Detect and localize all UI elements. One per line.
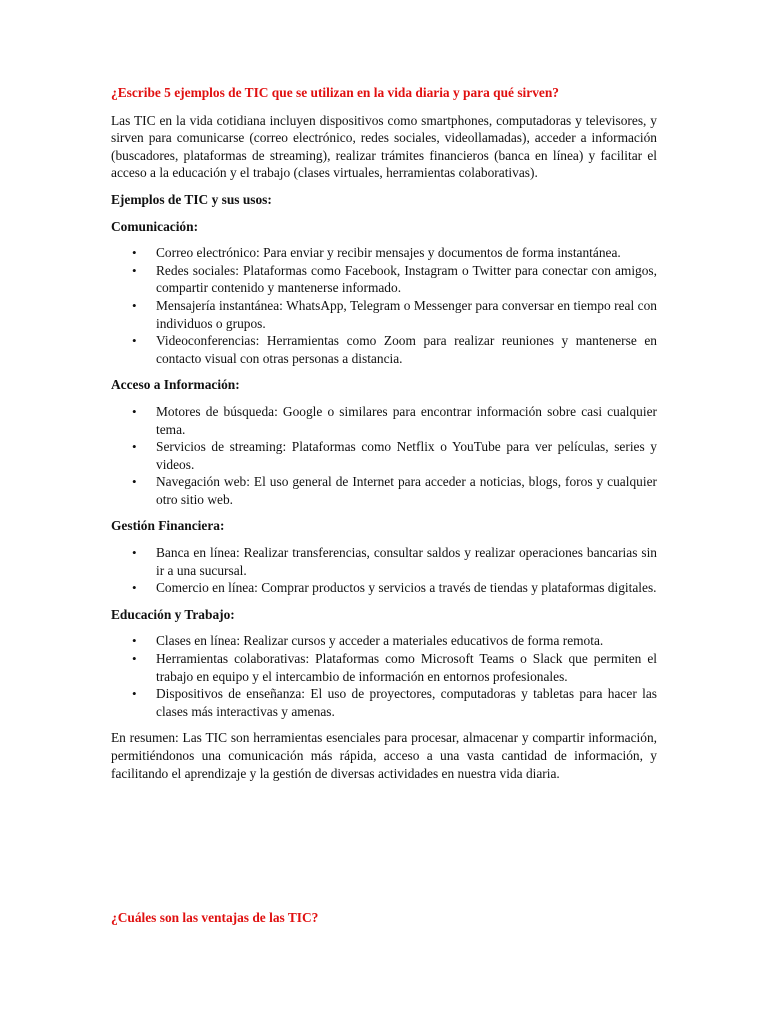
bullet-icon: • [132,474,137,490]
bullet-icon: • [132,403,137,419]
bullet-list [111,632,657,720]
bullet-icon: • [132,439,137,455]
list-item [111,685,657,720]
list-item-text: Servicios de streaming: Plataformas como Netflix o YouTube para ver películas, series y videos. [156,439,657,472]
list-item-text: Motores de búsqueda: Google o similares para encontrar información sobre casi cualquier tema. [156,403,657,437]
examples-heading: Ejemplos de TIC y sus usos: [111,191,272,207]
list-item [111,650,657,685]
list-item [111,297,657,332]
section-heading: Comunicación: [111,218,199,234]
section-comunicacion [111,218,657,368]
section-heading: Acceso a Información: [111,377,240,393]
list-item-text: Dispositivos de enseñanza: El uso de proyectores, computadoras y tabletas para hacer las clases más interactivas y amenas. [156,686,657,719]
list-item-text: Redes sociales: Plataformas como Facebook, Instagram o Twitter para conectar con amigos, compartir contenido y mantenerse informado. [156,262,657,296]
section-acceso-informacion [111,376,657,508]
list-item [111,403,657,438]
question-title-2: ¿Cuáles son las ventajas de las TIC? [111,910,319,925]
bullet-list [111,403,657,509]
list-item-text: Banca en línea: Realizar transferencias, consultar saldos y realizar operaciones bancarias sin ir a una sucursal. [156,545,657,578]
list-item [111,244,657,262]
bullet-icon: • [132,333,137,349]
bullet-icon: • [132,262,137,278]
list-item [111,579,657,597]
bullet-icon: • [132,633,137,649]
bullet-icon: • [132,545,137,561]
list-item [111,473,657,508]
bullet-icon: • [132,686,137,702]
list-item [111,438,657,473]
intro-paragraph: Las TIC en la vida cotidiana incluyen dispositivos como smartphones, computadoras y televisores, y sirven para comunicarse (correo electrónico, redes sociales, videollamadas), acceder a información (buscadores, plataformas de streaming), realizar trámites financieros (banca en línea) y facilitar el acceso a la educación y el trabajo (clases virtuales, herramientas colaborativas). [111,112,657,181]
list-item [111,544,657,579]
list-item [111,632,657,650]
list-item-text: Navegación web: El uso general de Internet para acceder a noticias, blogs, foros y cualquier otro sitio web. [156,474,657,507]
summary-paragraph: En resumen: Las TIC son herramientas esenciales para procesar, almacenar y compartir información, permitiéndonos una comunicación más rápida, acceso a una vasta cantidad de información, y facilitando el aprendizaje y la gestión de diversas actividades en nuestra vida diaria. [111,730,657,781]
list-item [111,332,657,367]
bullet-icon: • [132,651,137,667]
bullet-icon: • [132,245,137,261]
bullet-list [111,244,657,367]
list-item-text: Videoconferencias: Herramientas como Zoom para realizar reuniones y mantenerse en contacto visual con otras personas a distancia. [156,333,657,366]
bullet-icon: • [132,580,137,596]
section-gestion-financiera [111,517,657,596]
list-item-text: Comercio en línea: Comprar productos y servicios a través de tiendas y plataformas digitales. [156,580,657,596]
list-item-text: Clases en línea: Realizar cursos y acceder a materiales educativos de forma remota. [156,633,604,649]
list-item [111,262,657,297]
bullet-icon: • [132,297,137,313]
list-item-text: Herramientas colaborativas: Plataformas como Microsoft Teams o Slack que permiten el trabajo en equipo y el intercambio de información en entornos profesionales. [156,651,657,684]
list-item-text: Mensajería instantánea: WhatsApp, Telegram o Messenger para conversar en tiempo real con individuos o grupos. [156,297,657,331]
list-item-text: Correo electrónico: Para enviar y recibir mensajes y documentos de forma instantánea. [156,245,621,261]
question-title-1: ¿Escribe 5 ejemplos de TIC que se utilizan en la vida diaria y para qué sirven? [111,85,559,100]
section-educacion-trabajo [111,606,657,721]
bullet-list [111,544,657,597]
section-heading: Educación y Trabajo: [111,606,235,622]
section-heading: Gestión Financiera: [111,518,225,534]
